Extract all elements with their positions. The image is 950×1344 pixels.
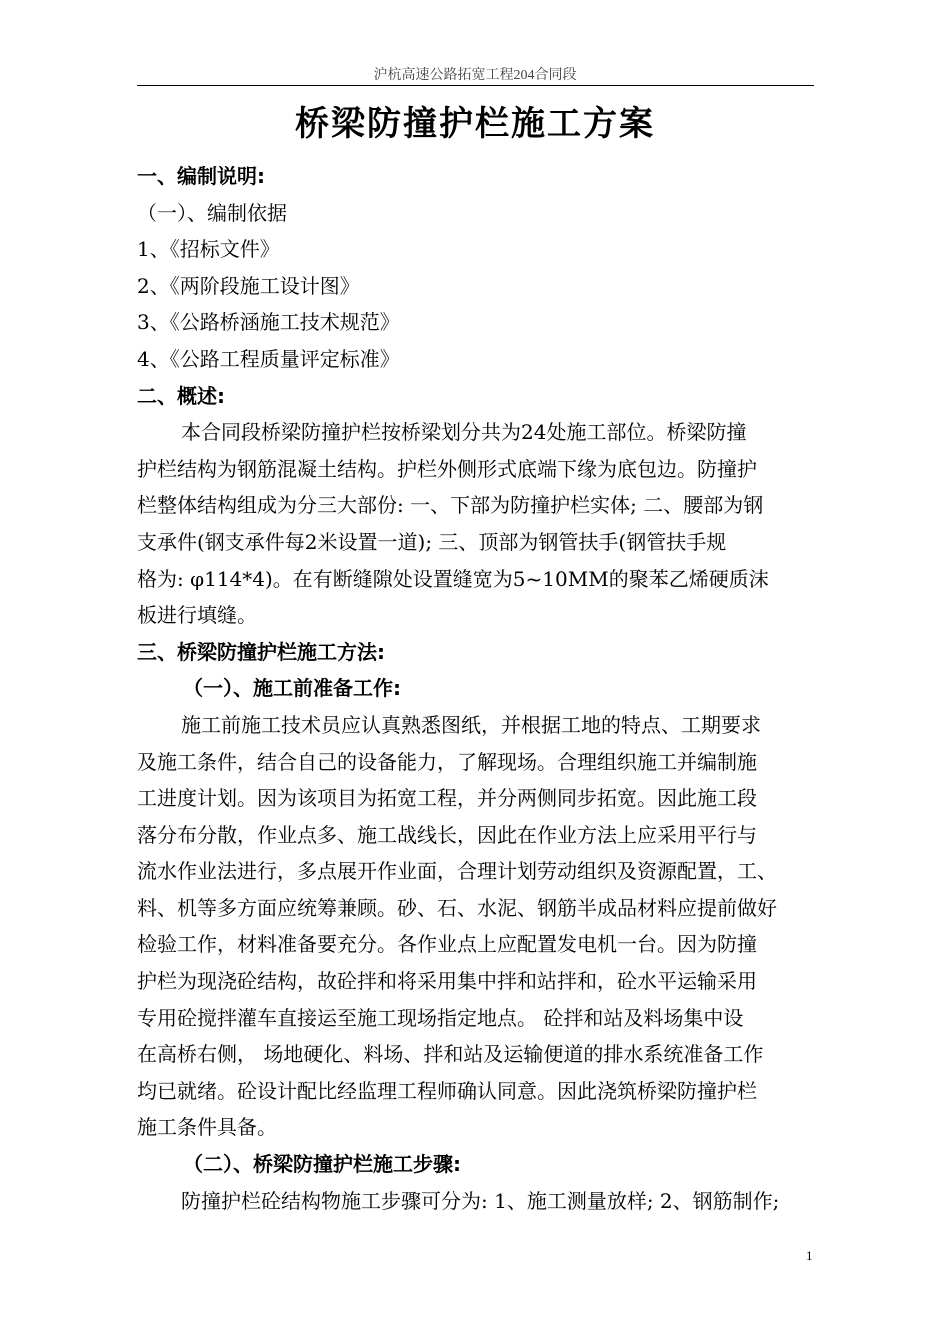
paragraph-line: 防撞护栏砼结构物施工步骤可分为: 1、施工测量放样; 2、钢筋制作; xyxy=(181,1188,780,1213)
document-title: 桥梁防撞护栏施工方案 xyxy=(295,104,655,144)
list-item: 1、《招标文件》 xyxy=(137,237,280,262)
paragraph-line: 格为: φ114*4)。在有断缝隙处设置缝宽为5~10MM的聚苯乙烯硬质沫 xyxy=(137,566,769,591)
subsection-heading: （一）、施工前准备工作: xyxy=(183,676,401,701)
section-heading: 一、编制说明: xyxy=(137,164,265,188)
document-body xyxy=(137,158,814,1219)
header-divider xyxy=(137,85,814,86)
paragraph-line: 施工条件具备。 xyxy=(137,1115,277,1140)
paragraph-line: 护栏结构为钢筋混凝土结构。护栏外侧形式底端下缘为底包边。防撞护 xyxy=(137,456,757,481)
paragraph-line: 料、机等多方面应统筹兼顾。砂、石、水泥、钢筋半成品材料应提前做好 xyxy=(137,895,777,920)
section-heading: 二、概述: xyxy=(137,383,225,408)
page-number: 1 xyxy=(806,1248,813,1263)
list-item: 4、《公路工程质量评定标准》 xyxy=(137,346,400,371)
list-item: 3、《公路桥涵施工技术规范》 xyxy=(137,310,400,335)
section-heading: 三、桥梁防撞护栏施工方法: xyxy=(137,639,385,664)
paragraph-line: 护栏为现浇砼结构，故砼拌和将采用集中拌和站拌和，砼水平运输采用 xyxy=(137,969,757,994)
paragraph-line: 栏整体结构组成为分三大部份: 一、下部为防撞护栏实体; 二、腰部为钢 xyxy=(137,493,764,518)
paragraph-line: 在高桥右侧， 场地硬化、料场、拌和站及运输便道的排水系统准备工作 xyxy=(137,1042,764,1067)
paragraph-line: 检验工作，材料准备要充分。各作业点上应配置发电机一台。因为防撞 xyxy=(137,932,757,957)
paragraph-line: 板进行填缝。 xyxy=(137,603,257,628)
list-item: 2、《两阶段施工设计图》 xyxy=(137,273,360,298)
paragraph-line: 本合同段桥梁防撞护栏按桥梁划分共为24处施工部位。桥梁防撞 xyxy=(181,420,747,445)
paragraph-line: 专用砼搅拌灌车直接运至施工现场指定地点。 砼拌和站及料场集中设 xyxy=(137,1005,744,1030)
paragraph-line: 及施工条件，结合自己的设备能力，了解现场。合理组织施工并编制施 xyxy=(137,749,757,774)
paragraph-line: 施工前施工技术员应认真熟悉图纸，并根据工地的特点、工期要求 xyxy=(181,712,761,737)
subsection-heading: （二）、桥梁防撞护栏施工步骤: xyxy=(183,1152,461,1177)
paragraph-line: 流水作业法进行，多点展开作业面，合理计划劳动组织及资源配置，工、 xyxy=(137,859,777,884)
paragraph-line: 支承件(钢支承件每2米设置一道); 三、顶部为钢管扶手(钢管扶手规 xyxy=(137,529,727,554)
subsection-heading: （一）、编制依据 xyxy=(137,200,287,225)
paragraph-line: 工进度计划。因为该项目为拓宽工程，并分两侧同步拓宽。因此施工段 xyxy=(137,786,757,811)
paragraph-line: 均已就绪。砼设计配比经监理工程师确认同意。因此浇筑桥梁防撞护栏 xyxy=(137,1078,757,1103)
running-header: 沪杭高速公路拓宽工程204合同段 xyxy=(373,68,577,83)
paragraph-line: 落分布分散，作业点多、施工战线长，因此在作业方法上应采用平行与 xyxy=(137,822,757,847)
